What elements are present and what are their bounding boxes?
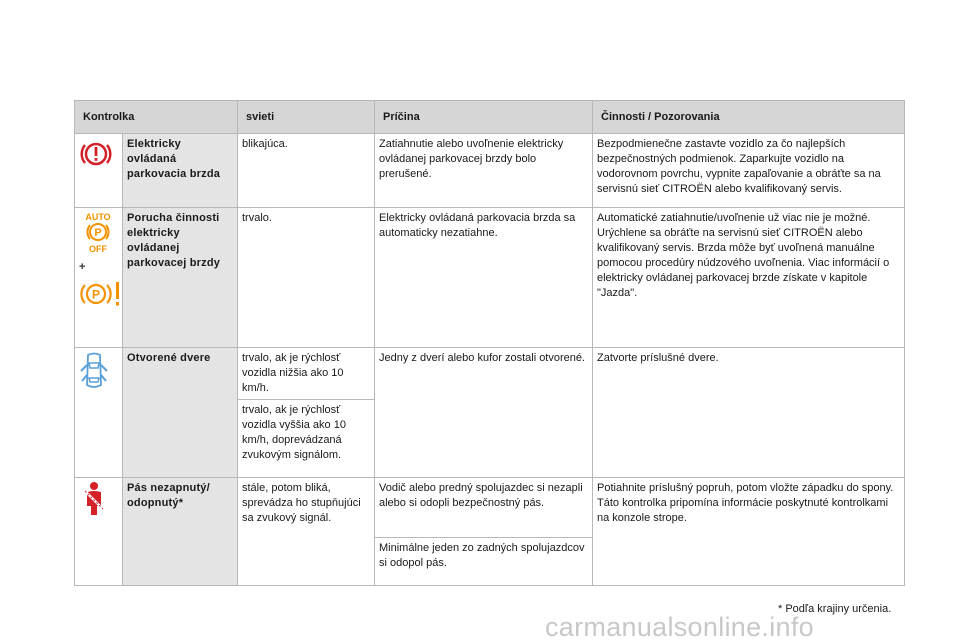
table-row — [75, 348, 905, 400]
plus-sign: + — [79, 261, 86, 273]
icon-cell — [75, 478, 123, 586]
svg-text:P: P — [94, 227, 102, 239]
row-pricina: Jedny z dverí alebo kufor zostali otvorené. — [375, 348, 593, 478]
table-header-row — [75, 101, 905, 134]
icon-cell — [75, 348, 123, 478]
row-svieti: trvalo. — [238, 208, 375, 348]
row-pricina-b: Minimálne jeden zo zadných spolujazdcov si odopol pás. — [375, 538, 593, 586]
parking-brake-fault-icon — [79, 287, 123, 312]
header-kontrolka: Kontrolka — [75, 101, 238, 134]
row-pricina: Zatiahnutie alebo uvoľnenie elektricky ovládanej parkovacej brzdy bolo prerušené. — [375, 134, 593, 208]
row-name: Porucha činnosti elektricky ovládanej parkovacej brzdy — [123, 208, 238, 348]
row-cinnosti: Potiahnite príslušný popruh, potom vložte západku do spony. Táto kontrolka pripomína informácie poskytnuté kontrolkami na konzole strope. — [593, 478, 905, 586]
header-pricina: Príčina — [375, 101, 593, 134]
icon-cell — [75, 134, 123, 208]
brake-warning-icon — [79, 162, 113, 174]
row-name: Pás nezapnutý/ odopnutý* — [123, 478, 238, 586]
row-cinnosti: Zatvorte príslušné dvere. — [593, 348, 905, 478]
row-svieti: stále, potom bliká, sprevádza ho stupňujúci sa zvukový signál. — [238, 478, 375, 586]
icon-cell — [75, 208, 123, 348]
seatbelt-icon — [79, 508, 109, 520]
header-svieti: svieti — [238, 101, 375, 134]
row-svieti: blikajúca. — [238, 134, 375, 208]
door-open-icon — [79, 382, 109, 394]
auto-off-parking-icon — [79, 212, 117, 256]
table-row — [75, 478, 905, 538]
row-pricina: Elektricky ovládaná parkovacia brzda sa automaticky nezatiahne. — [375, 208, 593, 348]
table-row — [75, 134, 905, 208]
header-cinnosti: Činnosti / Pozorovania — [593, 101, 905, 134]
row-name: Elektricky ovládaná parkovacia brzda — [123, 134, 238, 208]
watermark: carmanualsonline.info — [545, 612, 814, 642]
warning-lights-table — [74, 100, 905, 586]
svg-text:P: P — [91, 287, 101, 302]
footnote: * Podľa krajiny určenia. — [778, 603, 892, 615]
svg-text:AUTO: AUTO — [85, 212, 111, 222]
row-cinnosti: Automatické zatiahnutie/uvoľnenie už viac nie je možné. Urýchlene sa obráťte na servisnú sieť CITROËN alebo kvalifikovaný servis. Brzda môže byť uvoľnená manuálne pomocou procedúry núdzového uvoľnenia. Viac informácií o elektricky ovládanej parkovacej brzde získate v kapitole "Jazda". — [593, 208, 905, 348]
svg-text:OFF: OFF — [89, 244, 107, 253]
row-pricina-a: Vodič alebo predný spolujazdec si nezapli alebo si odopli bezpečnostný pás. — [375, 478, 593, 538]
row-name: Otvorené dvere — [123, 348, 238, 478]
row-svieti-a: trvalo, ak je rýchlosť vozidla nižšia ako 10 km/h. — [238, 348, 375, 400]
row-svieti-b: trvalo, ak je rýchlosť vozidla vyššia ako 10 km/h, doprevádzaná zvukovým signálom. — [238, 400, 375, 478]
row-cinnosti: Bezpodmienečne zastavte vozidlo za čo najlepších bezpečnostných podmienok. Zaparkujte vozidlo na vodorovnom povrchu, vypnite zapaľovanie a obráťte sa na servisnú sieť CITROËN alebo kvalifikovaný servis. — [593, 134, 905, 208]
table-row — [75, 208, 905, 348]
